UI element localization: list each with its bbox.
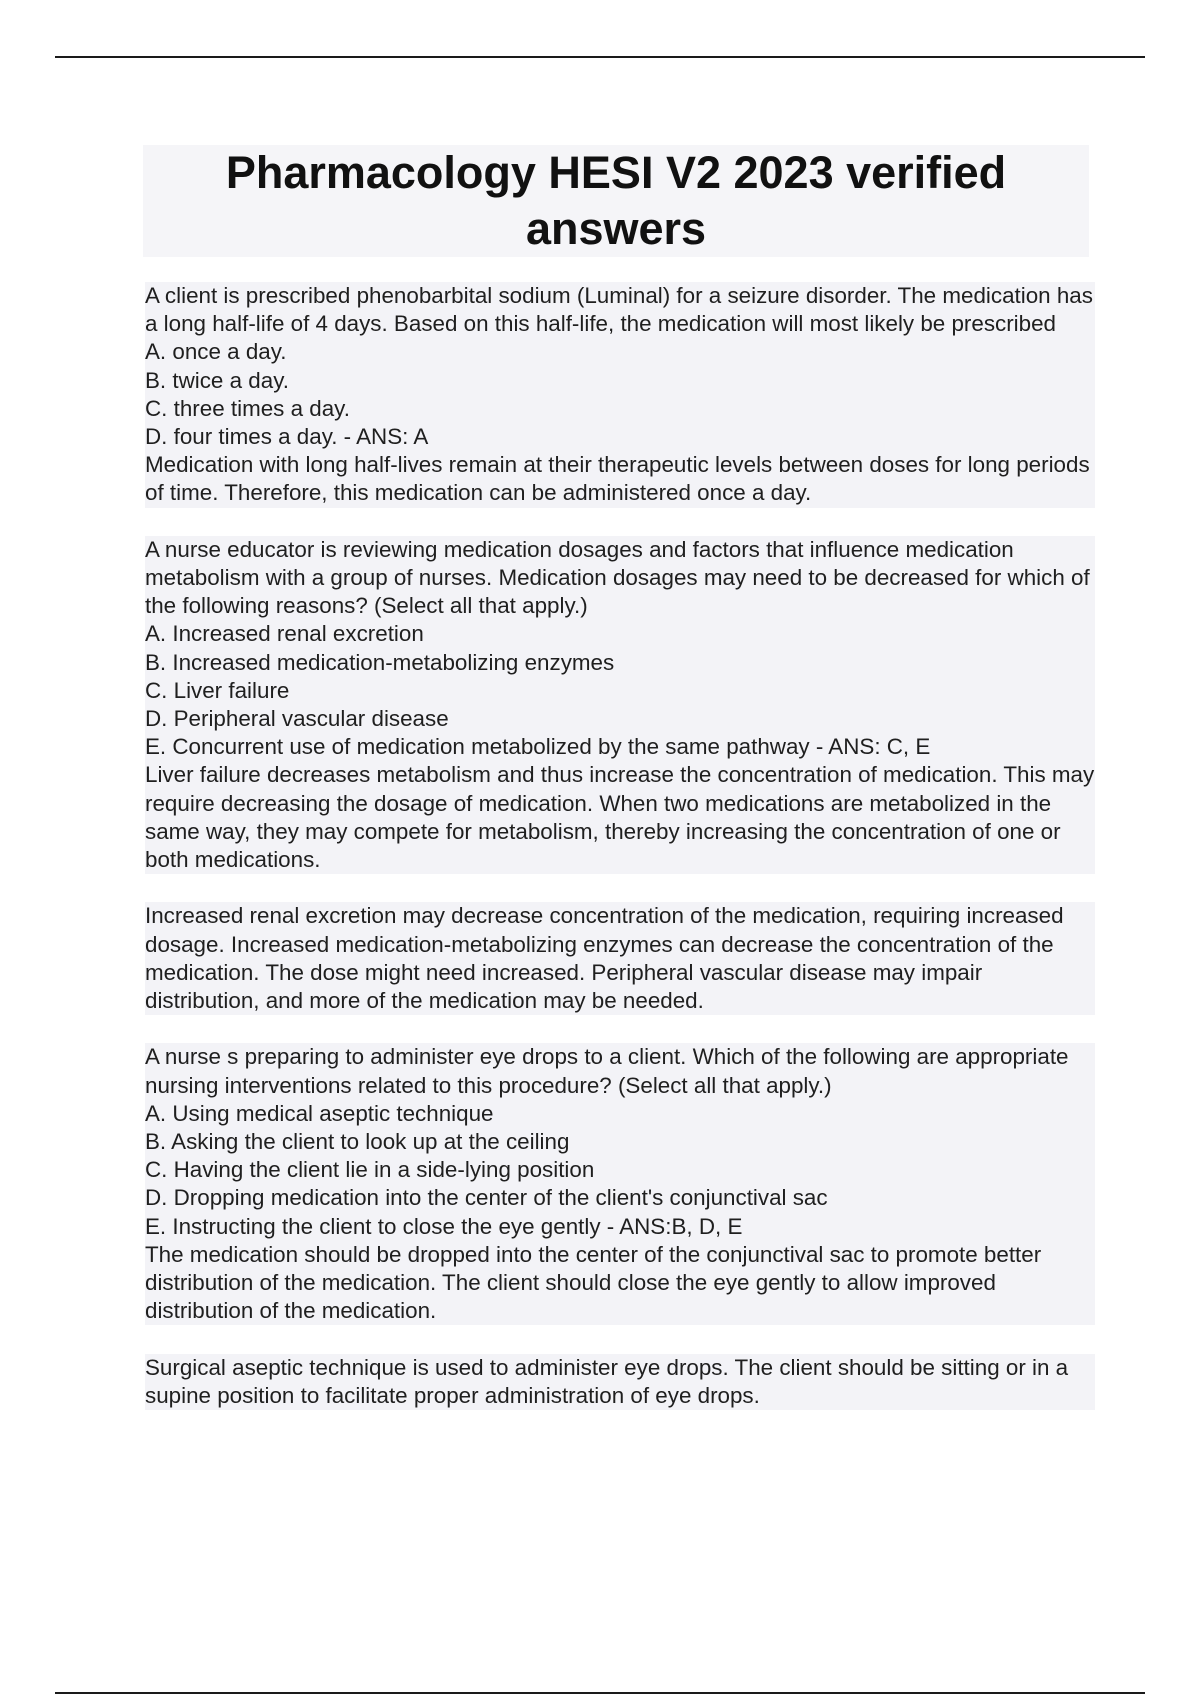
title-banner [143,145,1089,257]
answer-option: C. Liver failure [145,677,1095,705]
answer-option: A. once a day. [145,338,1095,366]
answer-option: D. Peripheral vascular disease [145,705,1095,733]
paragraph-spacer [145,1325,1095,1353]
answer-option: A. Increased renal excretion [145,620,1095,648]
answer-option-with-key: E. Concurrent use of medication metabolized by the same pathway - ANS: C, E [145,733,1095,761]
question-block [145,536,1095,1015]
answer-option: B. Increased medication-metabolizing enzymes [145,649,1095,677]
header-rule [55,56,1145,58]
answer-option: A. Using medical aseptic technique [145,1100,1095,1128]
page-title: Pharmacology HESI V2 2023 verified answers [225,147,1007,254]
answer-option-with-key: D. four times a day. - ANS: A [145,423,1095,451]
rationale-paragraph: Surgical aseptic technique is used to administer eye drops. The client should be sitting or in a supine position to facilitate proper administration of eye drops. [145,1354,1095,1410]
paragraph-spacer [145,1015,1095,1043]
rationale-paragraph: Increased renal excretion may decrease concentration of the medication, requiring increased dosage. Increased medication-metabolizing enzymes can decrease the concentration of the medication. The dose might need increased. Peripheral vascular disease may impair distribution, and more of the medication may be needed. [145,902,1095,1015]
answer-option: B. twice a day. [145,367,1095,395]
answer-option: C. Having the client lie in a side-lying position [145,1156,1095,1184]
rationale-paragraph: Liver failure decreases metabolism and thus increase the concentration of medication. This may require decreasing the dosage of medication. When two medications are metabolized in the same way, they may compete for metabolism, thereby increasing the concentration of one or both medications. [145,761,1095,874]
footer-rule [55,1692,1145,1694]
paragraph-spacer [145,874,1095,902]
question-stem: A client is prescribed phenobarbital sodium (Luminal) for a seizure disorder. The medication has a long half-life of 4 days. Based on this half-life, the medication will most likely be prescribed [145,282,1095,338]
rationale-paragraph: Medication with long half-lives remain at their therapeutic levels between doses for long periods of time. Therefore, this medication can be administered once a day. [145,451,1095,507]
paragraph-spacer [145,508,1095,536]
answer-option: C. three times a day. [145,395,1095,423]
question-stem: A nurse s preparing to administer eye drops to a client. Which of the following are appropriate nursing interventions related to this procedure? (Select all that apply.) [145,1043,1095,1099]
question-block [145,1043,1095,1410]
answer-option-with-key: E. Instructing the client to close the eye gently - ANS:B, D, E [145,1213,1095,1241]
question-stem: A nurse educator is reviewing medication dosages and factors that influence medication metabolism with a group of nurses. Medication dosages may need to be decreased for which of the following reasons? (Select all that apply.) [145,536,1095,621]
answer-option: D. Dropping medication into the center of the client's conjunctival sac [145,1184,1095,1212]
question-block [145,282,1095,508]
answer-option: B. Asking the client to look up at the ceiling [145,1128,1095,1156]
rationale-paragraph: The medication should be dropped into the center of the conjunctival sac to promote better distribution of the medication. The client should close the eye gently to allow improved distribution of the medication. [145,1241,1095,1326]
document-body [145,282,1095,1410]
